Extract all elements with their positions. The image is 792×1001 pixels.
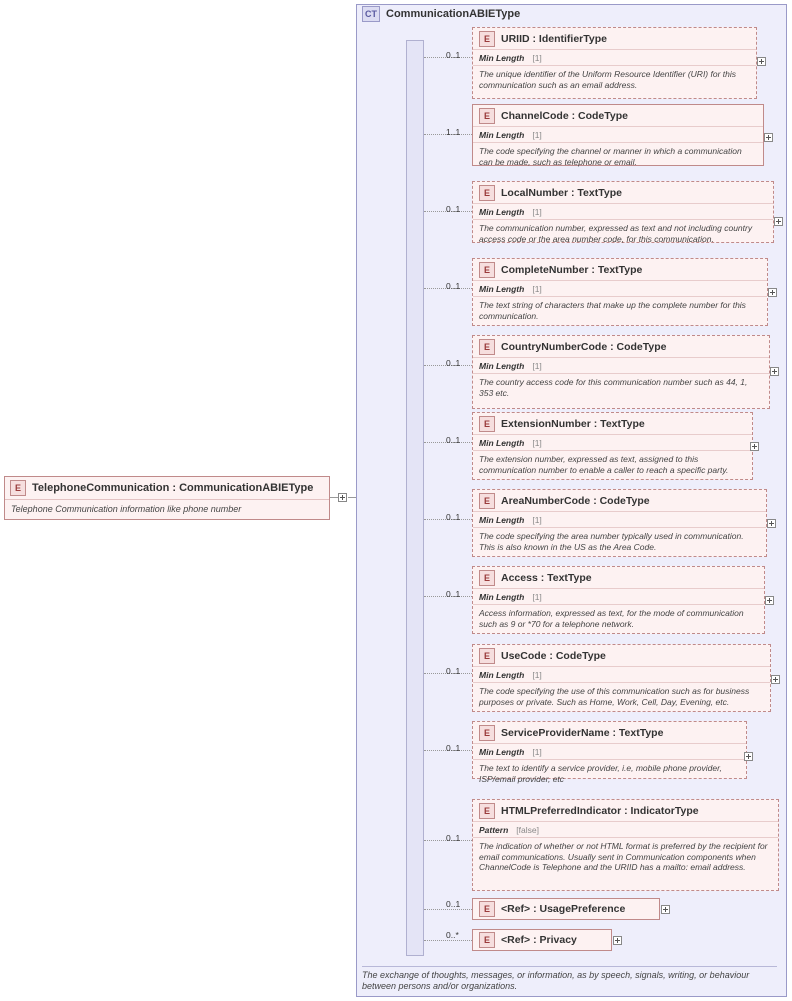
element-expand-toggle[interactable] bbox=[765, 596, 774, 605]
element-documentation: Access information, expressed as text, for the mode of communication such as 9 or *70 for a telephone network. bbox=[479, 608, 744, 629]
element-card-extensionnumber[interactable] bbox=[472, 412, 753, 480]
complextype-title: CommunicationABIEType bbox=[386, 8, 521, 20]
facet-name: Min Length bbox=[479, 514, 525, 525]
element-card-countrynumbercode[interactable] bbox=[472, 335, 770, 409]
root-element-documentation: Telephone Communication information like phone number bbox=[11, 504, 242, 514]
element-header bbox=[473, 800, 778, 822]
element-facet bbox=[473, 204, 773, 220]
element-facet bbox=[473, 358, 769, 374]
ref-expand-toggle[interactable] bbox=[661, 905, 670, 914]
facet-value: [1] bbox=[532, 360, 542, 371]
element-documentation: The code specifying the channel or manner in which a communication can be made, such as telephone or email. bbox=[479, 146, 742, 167]
branch-line bbox=[424, 909, 472, 910]
element-header bbox=[473, 28, 756, 50]
element-badge-icon: E bbox=[479, 339, 495, 355]
facet-name: Min Length bbox=[479, 283, 525, 294]
element-card-access[interactable] bbox=[472, 566, 765, 634]
element-name: CountryNumberCode : CodeType bbox=[501, 340, 667, 353]
element-header bbox=[473, 259, 767, 281]
element-name: ExtensionNumber : TextType bbox=[501, 417, 645, 430]
element-badge-icon: E bbox=[479, 262, 495, 278]
element-expand-toggle[interactable] bbox=[757, 57, 766, 66]
ref-card-usagepreference[interactable] bbox=[472, 898, 660, 920]
facet-value: [1] bbox=[532, 669, 542, 680]
sequence-bar bbox=[406, 40, 424, 956]
element-header bbox=[473, 567, 764, 589]
branch-line bbox=[424, 940, 472, 941]
element-expand-toggle[interactable] bbox=[764, 133, 773, 142]
ref-expand-toggle[interactable] bbox=[613, 936, 622, 945]
ref-name: <Ref> : Privacy bbox=[501, 934, 577, 946]
facet-value: [1] bbox=[532, 591, 542, 602]
complextype-documentation: The exchange of thoughts, messages, or information, as by speech, signals, writing, or behaviour between persons and/or organizations. bbox=[362, 966, 777, 992]
element-name: ChannelCode : CodeType bbox=[501, 109, 628, 122]
element-header bbox=[473, 105, 763, 127]
element-badge-icon: E bbox=[479, 108, 495, 124]
element-multiplicity: 0..1 bbox=[446, 358, 461, 368]
element-multiplicity: 0..1 bbox=[446, 435, 461, 445]
facet-name: Min Length bbox=[479, 437, 525, 448]
element-multiplicity: 0..1 bbox=[446, 50, 461, 60]
root-connector-line bbox=[330, 497, 338, 498]
root-element-title: TelephoneCommunication : CommunicationABIEType bbox=[32, 482, 314, 494]
element-expand-toggle[interactable] bbox=[768, 288, 777, 297]
element-header bbox=[473, 413, 752, 435]
element-name: UseCode : CodeType bbox=[501, 649, 606, 662]
ref-multiplicity: 0..* bbox=[446, 930, 459, 940]
complextype-header bbox=[362, 6, 520, 22]
element-badge-icon: E bbox=[479, 185, 495, 201]
element-expand-toggle[interactable] bbox=[744, 752, 753, 761]
facet-value: [false] bbox=[516, 824, 539, 835]
element-name: ServiceProviderName : TextType bbox=[501, 726, 664, 739]
facet-value: [1] bbox=[532, 52, 542, 63]
element-badge-icon: E bbox=[479, 416, 495, 432]
element-multiplicity: 1..1 bbox=[446, 127, 461, 137]
facet-value: [1] bbox=[532, 129, 542, 140]
element-card-completenumber[interactable] bbox=[472, 258, 768, 326]
element-badge-icon: E bbox=[10, 480, 26, 496]
element-documentation: The text string of characters that make up the complete number for this communication. bbox=[479, 300, 746, 321]
element-documentation: The country access code for this communication number such as 44, 1, 353 etc. bbox=[479, 377, 748, 398]
facet-name: Min Length bbox=[479, 669, 525, 680]
element-documentation: The extension number, expressed as text, assigned to this communication number to enable a caller to reach a specific party. bbox=[479, 454, 729, 475]
element-name: URIID : IdentifierType bbox=[501, 32, 607, 45]
element-card-channelcode[interactable] bbox=[472, 104, 764, 166]
element-documentation: The code specifying the area number typically used in communication. This is also known in the US as the Area Code. bbox=[479, 531, 744, 552]
element-card-usecode[interactable] bbox=[472, 644, 771, 712]
ref-name: <Ref> : UsagePreference bbox=[501, 903, 626, 915]
ref-card-privacy[interactable] bbox=[472, 929, 612, 951]
element-expand-toggle[interactable] bbox=[774, 217, 783, 226]
element-documentation: The code specifying the use of this communication such as for business purposes or private. Such as Home, Work, Cell, Day, Evening, etc. bbox=[479, 686, 750, 707]
element-facet bbox=[473, 127, 763, 143]
element-facet bbox=[473, 822, 778, 838]
facet-name: Min Length bbox=[479, 52, 525, 63]
facet-name: Min Length bbox=[479, 206, 525, 217]
element-badge-icon: E bbox=[479, 932, 495, 948]
element-multiplicity: 0..1 bbox=[446, 589, 461, 599]
ref-multiplicity: 0..1 bbox=[446, 899, 461, 909]
element-header bbox=[473, 336, 769, 358]
element-card-localnumber[interactable] bbox=[472, 181, 774, 243]
root-element-box[interactable] bbox=[4, 476, 330, 520]
element-card-serviceprovidername[interactable] bbox=[472, 721, 747, 784]
element-card-htmlpreferredindicator[interactable] bbox=[472, 799, 779, 891]
element-expand-toggle[interactable] bbox=[770, 367, 779, 376]
element-badge-icon: E bbox=[479, 493, 495, 509]
element-multiplicity: 0..1 bbox=[446, 281, 461, 291]
facet-name: Min Length bbox=[479, 360, 525, 371]
element-card-areanumbercode[interactable] bbox=[472, 489, 767, 557]
element-name: AreaNumberCode : CodeType bbox=[501, 494, 650, 507]
element-badge-icon: E bbox=[479, 31, 495, 47]
element-facet bbox=[473, 744, 746, 760]
element-header bbox=[473, 182, 773, 204]
facet-value: [1] bbox=[532, 437, 542, 448]
element-documentation: The indication of whether or not HTML format is preferred by the recipient for email communications. Usually sent in Communication components when ChannelCode is Telephone and the URIID has a mailto: email address. bbox=[479, 841, 768, 872]
element-documentation: The text to identify a service provider, i.e, mobile phone provider, ISP/email provider, etc bbox=[479, 763, 722, 784]
element-facet bbox=[473, 589, 764, 605]
element-badge-icon: E bbox=[479, 648, 495, 664]
element-documentation: The communication number, expressed as text and not including country access code or the area number code, for this communication. bbox=[479, 223, 753, 244]
facet-name: Min Length bbox=[479, 746, 525, 757]
element-badge-icon: E bbox=[479, 901, 495, 917]
element-name: Access : TextType bbox=[501, 571, 592, 584]
facet-name: Pattern bbox=[479, 824, 509, 835]
element-badge-icon: E bbox=[479, 570, 495, 586]
facet-name: Min Length bbox=[479, 129, 525, 140]
element-multiplicity: 0..1 bbox=[446, 512, 461, 522]
element-name: HTMLPreferredIndicator : IndicatorType bbox=[501, 804, 699, 817]
element-header bbox=[473, 722, 746, 744]
element-expand-toggle[interactable] bbox=[767, 519, 776, 528]
element-multiplicity: 0..1 bbox=[446, 743, 461, 753]
element-multiplicity: 0..1 bbox=[446, 204, 461, 214]
element-name: CompleteNumber : TextType bbox=[501, 263, 643, 276]
element-multiplicity: 0..1 bbox=[446, 833, 461, 843]
element-name: LocalNumber : TextType bbox=[501, 186, 622, 199]
element-facet bbox=[473, 512, 766, 528]
root-expand-toggle[interactable] bbox=[338, 493, 347, 502]
element-card-uriid[interactable] bbox=[472, 27, 757, 99]
root-element-header bbox=[5, 477, 329, 500]
element-expand-toggle[interactable] bbox=[750, 442, 759, 451]
element-badge-icon: E bbox=[479, 725, 495, 741]
element-badge-icon: E bbox=[479, 803, 495, 819]
complextype-badge-icon: CT bbox=[362, 6, 380, 22]
facet-value: [1] bbox=[532, 514, 542, 525]
element-header bbox=[473, 645, 770, 667]
element-documentation: The unique identifier of the Uniform Resource Identifier (URI) for this communication such as an email address. bbox=[479, 69, 737, 90]
facet-value: [1] bbox=[532, 283, 542, 294]
facet-value: [1] bbox=[532, 206, 542, 217]
facet-name: Min Length bbox=[479, 591, 525, 602]
element-header bbox=[473, 490, 766, 512]
element-facet bbox=[473, 281, 767, 297]
facet-value: [1] bbox=[532, 746, 542, 757]
element-expand-toggle[interactable] bbox=[771, 675, 780, 684]
element-facet bbox=[473, 435, 752, 451]
element-facet bbox=[473, 50, 756, 66]
element-facet bbox=[473, 667, 770, 683]
element-multiplicity: 0..1 bbox=[446, 666, 461, 676]
